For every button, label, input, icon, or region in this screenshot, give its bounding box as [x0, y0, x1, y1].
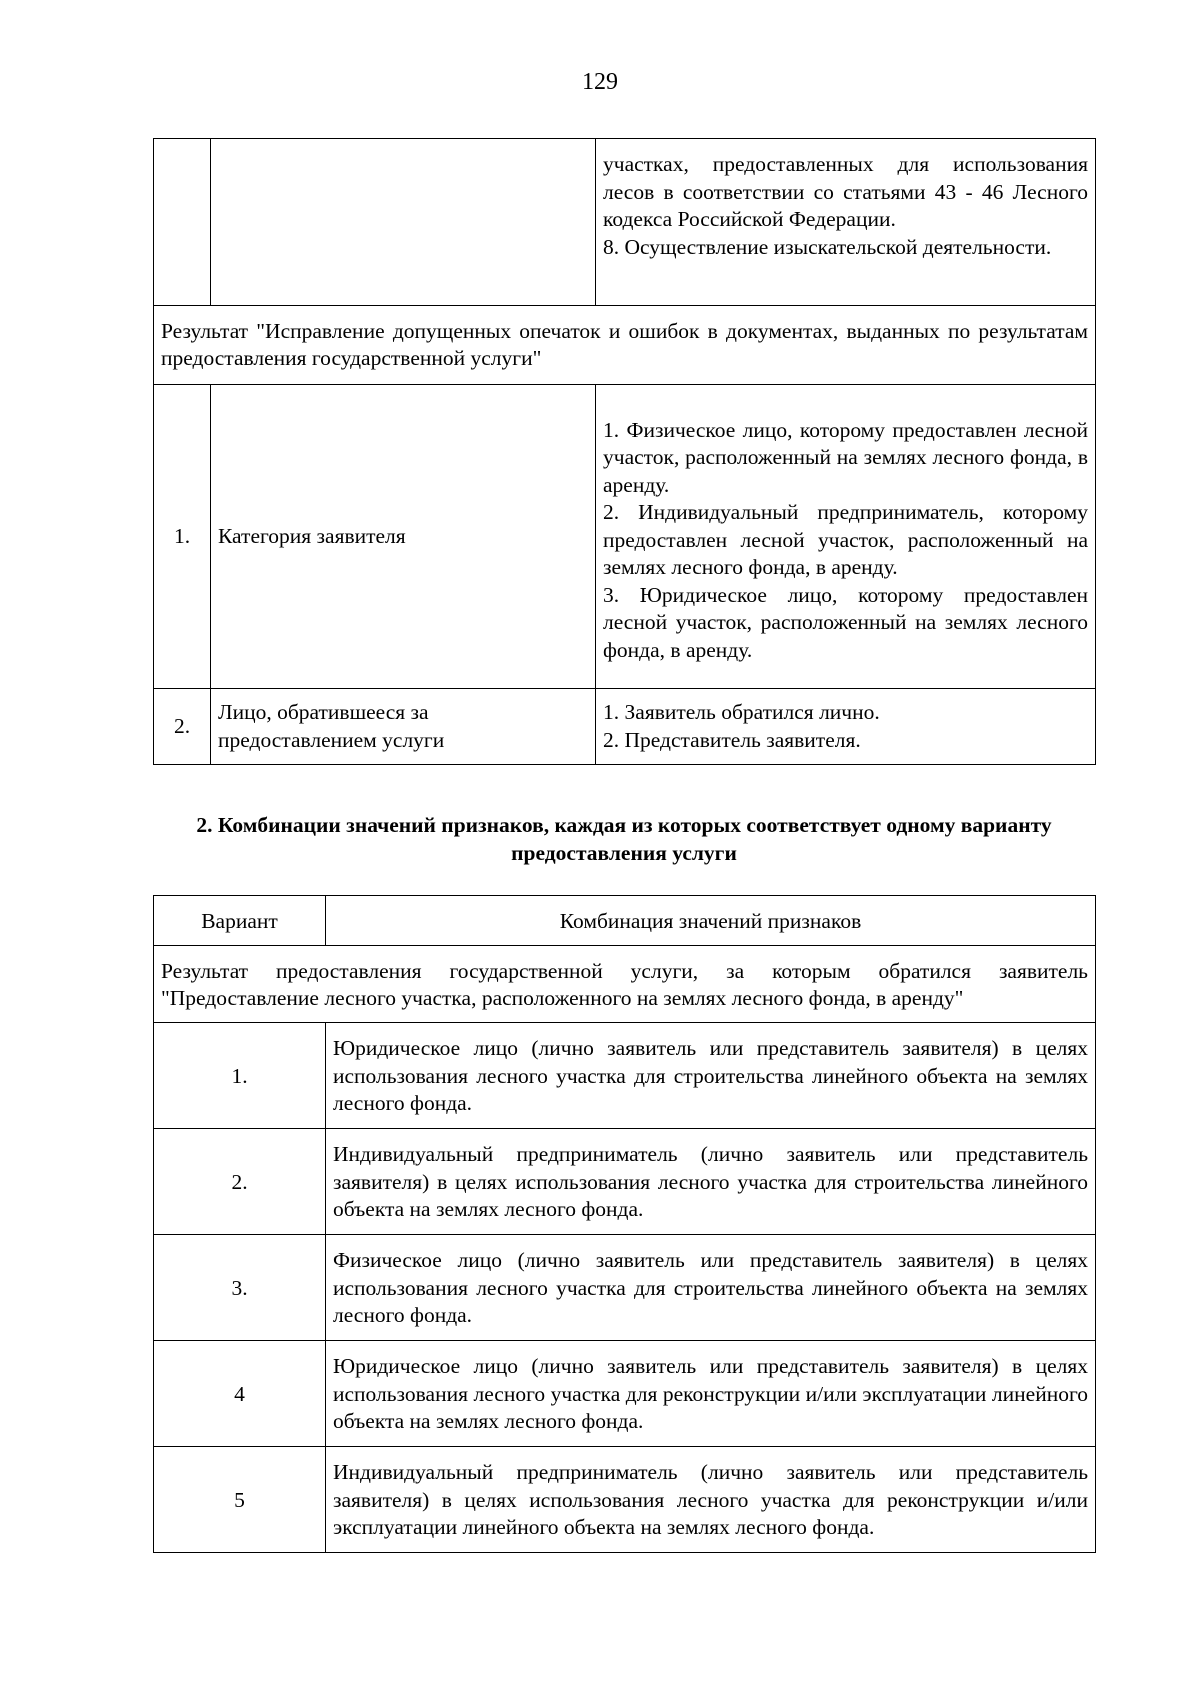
table-header-row: [154, 896, 1096, 946]
combination-cell: Индивидуальный предприниматель (лично заявитель или представитель заявителя) в целях использования лесного участка для реконструкции и/или эксплуатации линейного объекта на землях лесного фонда.: [326, 1447, 1096, 1553]
table-row: [154, 1235, 1096, 1341]
table-row: [154, 1447, 1096, 1553]
row-number-cell: 2.: [154, 689, 211, 765]
variant-number-cell: 4: [154, 1341, 326, 1447]
attribute-label-cell: [211, 139, 596, 306]
variant-number-cell: 1.: [154, 1023, 326, 1129]
table-row: [154, 689, 1096, 765]
table-row: [154, 1129, 1096, 1235]
result-heading-cell: Результат "Исправление допущенных опечаток и ошибок в документах, выданных по результатам предоставления государственной услуги": [154, 306, 1096, 385]
attribute-values-cell: [596, 385, 1096, 689]
attribute-values-cell: [596, 689, 1096, 765]
row-number-cell: 1.: [154, 385, 211, 689]
combination-cell: Индивидуальный предприниматель (лично заявитель или представитель заявителя) в целях использования лесного участка для строительства линейного объекта на землях лесного фонда.: [326, 1129, 1096, 1235]
table-row: [154, 385, 1096, 689]
attribute-label-cell: Категория заявителя: [211, 385, 596, 689]
variant-number-cell: 2.: [154, 1129, 326, 1235]
result-heading-cell: Результат предоставления государственной услуги, за которым обратился заявитель "Предоставление лесного участка, расположенного на землях лесного фонда, в аренду": [154, 946, 1096, 1023]
variants-table: [153, 895, 1096, 1553]
value-line: 1. Заявитель обратился лично.: [603, 700, 880, 724]
combination-cell: Юридическое лицо (лично заявитель или представитель заявителя) в целях использования лесного участка для реконструкции и/или эксплуатации линейного объекта на землях лесного фонда.: [326, 1341, 1096, 1447]
variant-number-cell: 5: [154, 1447, 326, 1553]
combination-cell: Физическое лицо (лично заявитель или представитель заявителя) в целях использования лесного участка для строительства линейного объекта на землях лесного фонда.: [326, 1235, 1096, 1341]
row-number-cell: [154, 139, 211, 306]
page-number: 129: [582, 69, 618, 95]
value-line: 2. Представитель заявителя.: [603, 727, 861, 752]
header-combination: Комбинация значений признаков: [326, 896, 1096, 946]
attribute-values-cell: [596, 139, 1096, 306]
value-line: 3. Юридическое лицо, которому предоставлен лесной участок, расположенный на землях лесного фонда, в аренду.: [603, 582, 1088, 662]
value-line: участках, предоставленных для использования лесов в соответствии со статьями 43 - 46 Лесного кодекса Российской Федерации.: [603, 152, 1088, 231]
attribute-label-cell: Лицо, обратившееся за предоставлением услуги: [211, 689, 596, 765]
combination-cell: Юридическое лицо (лично заявитель или представитель заявителя) в целях использования лесного участка для строительства линейного объекта на землях лесного фонда.: [326, 1023, 1096, 1129]
table-row: [154, 139, 1096, 306]
value-line: 8. Осуществление изыскательской деятельности.: [603, 234, 1052, 259]
result-heading-row: [154, 306, 1096, 385]
header-variant: Вариант: [154, 896, 326, 946]
table-row: [154, 1023, 1096, 1129]
variant-number-cell: 3.: [154, 1235, 326, 1341]
applicant-attributes-table: [153, 138, 1096, 765]
result-heading-row: [154, 946, 1096, 1023]
section-heading: 2. Комбинации значений признаков, каждая из которых соответствует одному варианту предоставления услуги: [196, 813, 1052, 865]
value-line: 1. Физическое лицо, которому предоставлен лесной участок, расположенный на землях лесного фонда, в аренду.: [603, 417, 1088, 497]
value-line: 2. Индивидуальный предприниматель, которому предоставлен лесной участок, расположенный на землях лесного фонда, в аренду.: [603, 500, 1088, 580]
table-row: [154, 1341, 1096, 1447]
